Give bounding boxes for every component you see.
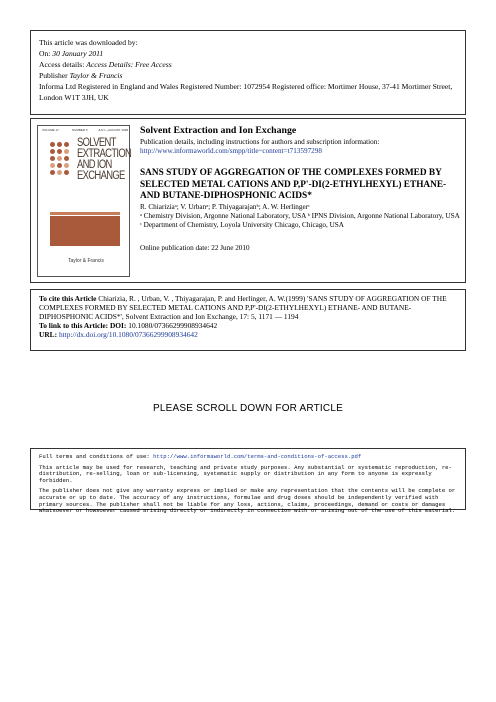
link-label: To link to this Article: DOI: [39, 321, 127, 330]
cover-band [50, 216, 120, 246]
journal-cover-image [37, 125, 130, 277]
pub-details-text: Publication details, including instructions for authors and subscription information: [140, 138, 380, 146]
terms-label: Full terms and conditions of use: [39, 453, 154, 460]
terms-box [30, 448, 466, 515]
url-label: URL: [39, 330, 58, 339]
download-info-box [30, 30, 466, 115]
cite-article [39, 294, 457, 321]
citation-box [30, 289, 466, 351]
doi-link[interactable]: http://dx.doi.org/10.1080/07366299908934642 [58, 330, 198, 339]
journal-link[interactable]: http://www.informaworld.com/smpp/title~content=t713597298 [140, 147, 322, 155]
cover-volume: VOLUME 17 [42, 128, 59, 132]
journal-title: Solvent Extraction and Ion Exchange [140, 125, 297, 136]
registered-office: Informa Ltd Registered in England and Wales Registered Number: 1072954 Registered office: Mortimer House, 37-41 Mortimer Street, London W1T 3JH, UK [39, 82, 453, 102]
access-details [39, 59, 457, 70]
cite-text: Chiarizia, R. , Urban, V. , Thiyagarajan, P. and Herlinger, A. W.(1999) 'SANS STUDY OF AGGREGATION OF THE COMPLEXES FORMED BY SELECTED METAL CATIONS AND P,P'-DI(2-ETHYLHEXYL) ETHANE- AND BUTANE-DIPHOSPHONIC ACIDS*', Solvent Extraction and Ion Exchange, 17: 5, 1171 — 1194 [39, 294, 447, 321]
terms-full [39, 454, 457, 461]
publication-date: Online publication date: 22 June 2010 [140, 244, 250, 252]
access-value: Access Details: Free Access [86, 60, 172, 69]
authors: R. Chiariziaᵃ; V. Urbanᵃ; P. Thiyagarajanᵇ; A. W. Herlingerᶜ [140, 203, 310, 211]
publisher [39, 70, 457, 81]
publisher-value: Taylor & Francis [69, 71, 123, 80]
access-label: Access details: [39, 60, 87, 69]
on-label: On: [39, 49, 53, 58]
cover-band-thin [50, 212, 120, 215]
link-article [39, 321, 457, 330]
article-info-box [30, 118, 466, 283]
cover-strip [38, 126, 129, 134]
terms-link[interactable]: http://www.informaworld.com/terms-and-conditions-of-access.pdf [153, 453, 362, 460]
cite-label: To cite this Article [39, 294, 97, 303]
publication-details [140, 138, 460, 156]
cover-number: NUMBER 5 [72, 128, 88, 132]
downloaded-by: This article was downloaded by: [39, 38, 138, 47]
affiliations: ᵃ Chemistry Division, Argonne National Laboratory, USA ᵇ IPNS Division, Argonne National Laboratory, USA ᶜ Department of Chemistry, Loyola University Chicago, Chicago, USA [140, 212, 460, 229]
url-line [39, 330, 457, 339]
article-title: SANS STUDY OF AGGREGATION OF THE COMPLEXES FORMED BY SELECTED METAL CATIONS AND P,P'-DI(2-ETHYLHEXYL) ETHANE- AND BUTANE-DIPHOSPHONIC ACIDS* [140, 168, 447, 201]
cover-publisher-logo: Taylor & Francis [68, 258, 104, 264]
cover-title: SOLVENT EXTRACTION AND ION EXCHANGE [77, 137, 132, 182]
download-date [39, 48, 457, 59]
publisher-label: Publisher [39, 71, 70, 80]
terms-usage: This article may be used for research, teaching and private study purposes. Any substantial or systematic reproduction, re-distribution, re-selling, loan or sub-licensing, systematic supply or distribution in any form to anyone is expressly forbidden. [39, 463, 452, 484]
on-value: 30 January 2011 [52, 49, 104, 58]
cover-date: JULY—AUGUST 1999 [98, 128, 129, 132]
doi-value: 10.1080/07366299908934642 [128, 321, 218, 330]
terms-disclaimer: The publisher does not give any warranty express or implied or make any representation that the contents will be complete or accurate or up to date. The accuracy of any instructions, formulae and drug doses should be independently verified with primary sources. The publisher shall not be liable for any loss, actions, claims, proceedings, demand or costs or damages whatsoever or howsoever caused arising directly or indirectly in connection with or arising out of the use of this material. [39, 487, 456, 515]
scroll-notice: PLEASE SCROLL DOWN FOR ARTICLE [153, 403, 343, 414]
